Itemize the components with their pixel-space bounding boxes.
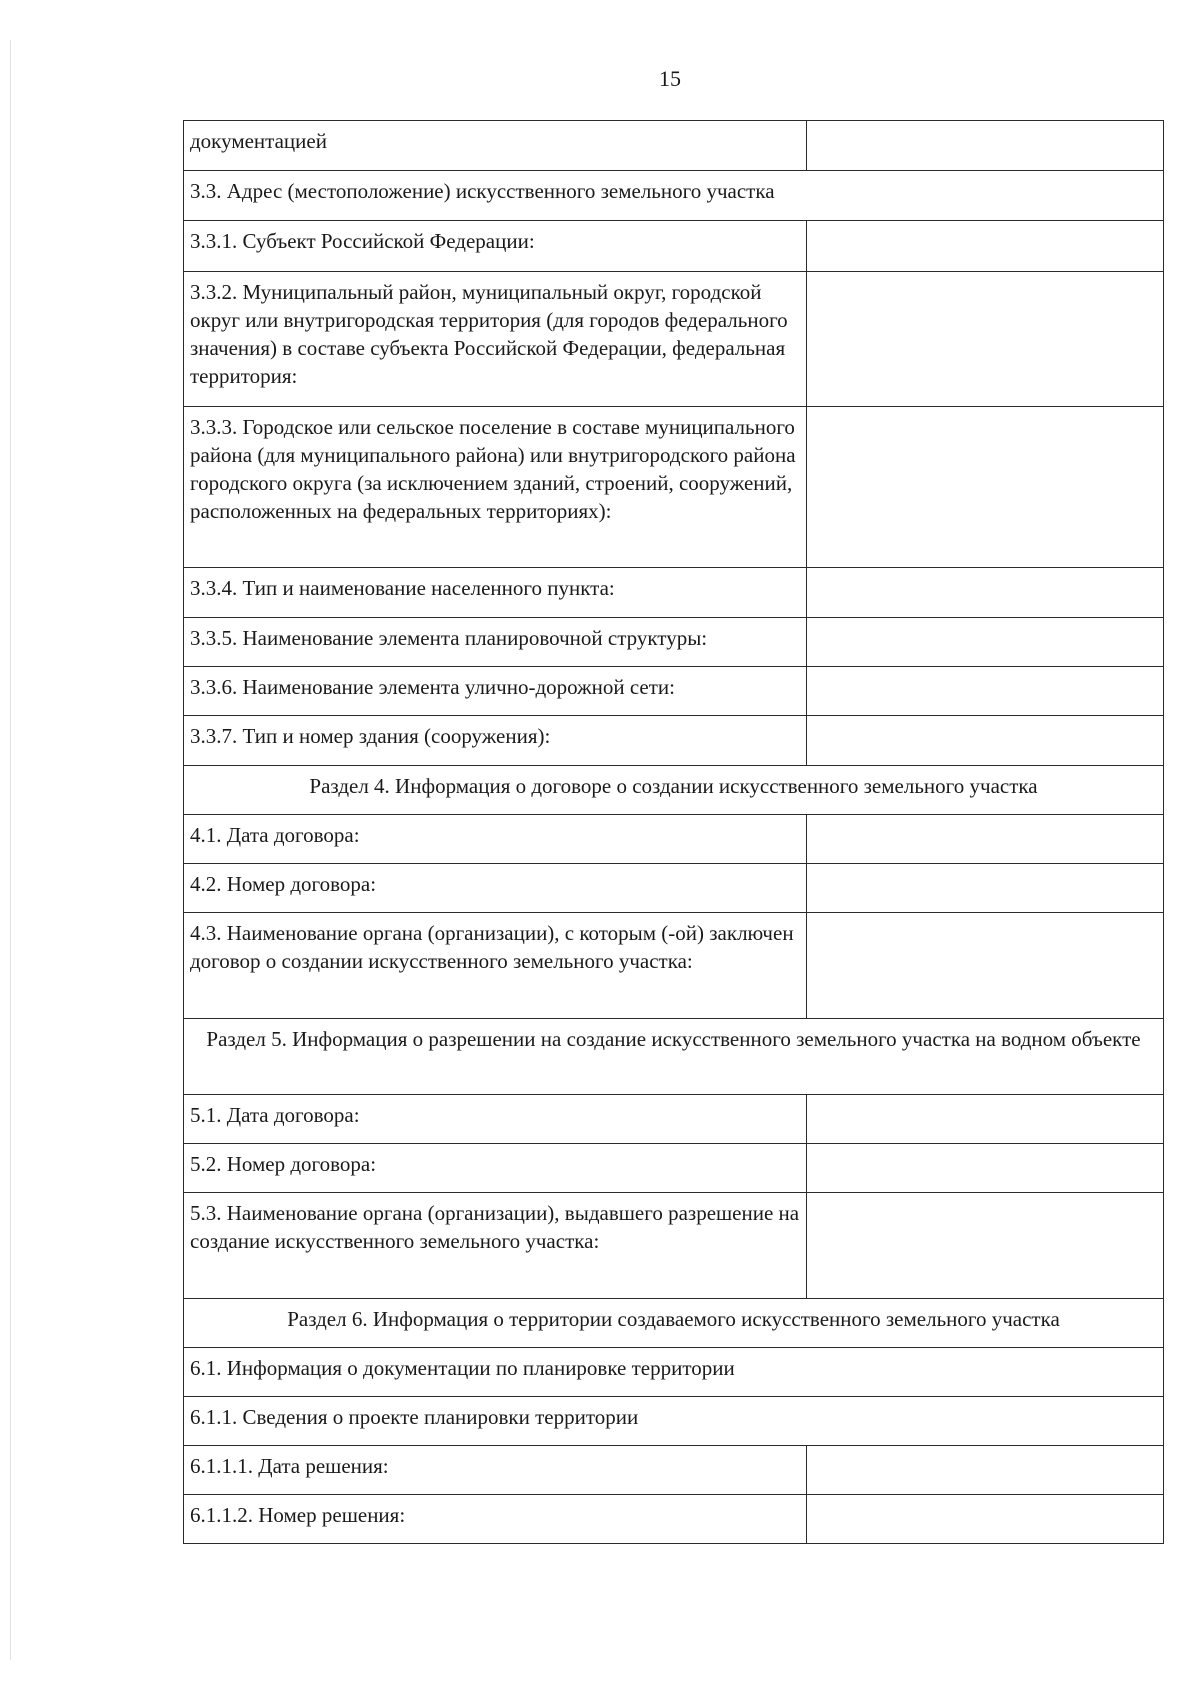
field-value-cell[interactable] <box>807 1095 1164 1144</box>
section-title: Раздел 4. Информация о договоре о создании искусственного земельного участка <box>184 766 1164 815</box>
form-row <box>184 1193 1164 1299</box>
field-label: 4.3. Наименование органа (организации), с которым (-ой) заключен договор о создании искусственного земельного участка: <box>184 913 807 1019</box>
field-label: документацией <box>184 121 807 171</box>
form-row <box>184 618 1164 667</box>
form-row <box>184 913 1164 1019</box>
field-value-cell[interactable] <box>807 1495 1164 1544</box>
form-row <box>184 1397 1164 1446</box>
field-label: 6.1.1.2. Номер решения: <box>184 1495 807 1544</box>
field-label: 3.3.1. Субъект Российской Федерации: <box>184 221 807 272</box>
field-value-cell[interactable] <box>807 864 1164 913</box>
field-label: 4.1. Дата договора: <box>184 815 807 864</box>
section-header-row <box>184 1299 1164 1348</box>
field-value-cell[interactable] <box>807 716 1164 766</box>
form-row <box>184 667 1164 716</box>
form-row <box>184 716 1164 766</box>
group-heading: 6.1. Информация о документации по планировке территории <box>184 1348 1164 1397</box>
page-number: 15 <box>659 66 681 91</box>
form-row <box>184 272 1164 407</box>
field-value-cell[interactable] <box>807 1446 1164 1495</box>
field-value-cell[interactable] <box>807 272 1164 407</box>
form-row <box>184 864 1164 913</box>
form-row <box>184 221 1164 272</box>
form-row <box>184 1095 1164 1144</box>
section-header-row <box>184 1019 1164 1095</box>
field-label: 5.2. Номер договора: <box>184 1144 807 1193</box>
form-row <box>184 1446 1164 1495</box>
field-value-cell[interactable] <box>807 221 1164 272</box>
section-header-row <box>184 766 1164 815</box>
field-label: 5.3. Наименование органа (организации), выдавшего разрешение на создание искусственного земельного участка: <box>184 1193 807 1299</box>
form-table-body <box>184 121 1164 1544</box>
field-value-cell[interactable] <box>807 407 1164 568</box>
section-title: Раздел 5. Информация о разрешении на создание искусственного земельного участка на водном объекте <box>184 1019 1164 1095</box>
field-label: 3.3.3. Городское или сельское поселение в составе муниципального района (для муниципального района) или внутригородского района городского округа (за исключением зданий, строений, сооружений, расположенных на федеральных территориях): <box>184 407 807 568</box>
group-heading: 6.1.1. Сведения о проекте планировки территории <box>184 1397 1164 1446</box>
field-value-cell[interactable] <box>807 121 1164 171</box>
form-row <box>184 1495 1164 1544</box>
field-label: 3.3.2. Муниципальный район, муниципальный округ, городской округ или внутригородская территория (для городов федерального значения) в составе субъекта Российской Федерации, федеральная территория: <box>184 272 807 407</box>
field-label: 5.1. Дата договора: <box>184 1095 807 1144</box>
form-row <box>184 815 1164 864</box>
form-row <box>184 1144 1164 1193</box>
form-row <box>184 1348 1164 1397</box>
field-value-cell[interactable] <box>807 568 1164 618</box>
field-label: 3.3.6. Наименование элемента улично-дорожной сети: <box>184 667 807 716</box>
form-row <box>184 171 1164 221</box>
field-label: 3.3.5. Наименование элемента планировочной структуры: <box>184 618 807 667</box>
field-label: 3.3.4. Тип и наименование населенного пункта: <box>184 568 807 618</box>
field-value-cell[interactable] <box>807 618 1164 667</box>
field-value-cell[interactable] <box>807 815 1164 864</box>
form-row <box>184 407 1164 568</box>
field-value-cell[interactable] <box>807 913 1164 1019</box>
scan-margin-line <box>10 40 11 1660</box>
group-heading: 3.3. Адрес (местоположение) искусственного земельного участка <box>184 171 1164 221</box>
field-value-cell[interactable] <box>807 1144 1164 1193</box>
field-value-cell[interactable] <box>807 667 1164 716</box>
field-label: 4.2. Номер договора: <box>184 864 807 913</box>
form-table <box>183 120 1164 1544</box>
field-value-cell[interactable] <box>807 1193 1164 1299</box>
field-label: 6.1.1.1. Дата решения: <box>184 1446 807 1495</box>
field-label: 3.3.7. Тип и номер здания (сооружения): <box>184 716 807 766</box>
form-row <box>184 121 1164 171</box>
form-row <box>184 568 1164 618</box>
section-title: Раздел 6. Информация о территории создаваемого искусственного земельного участка <box>184 1299 1164 1348</box>
